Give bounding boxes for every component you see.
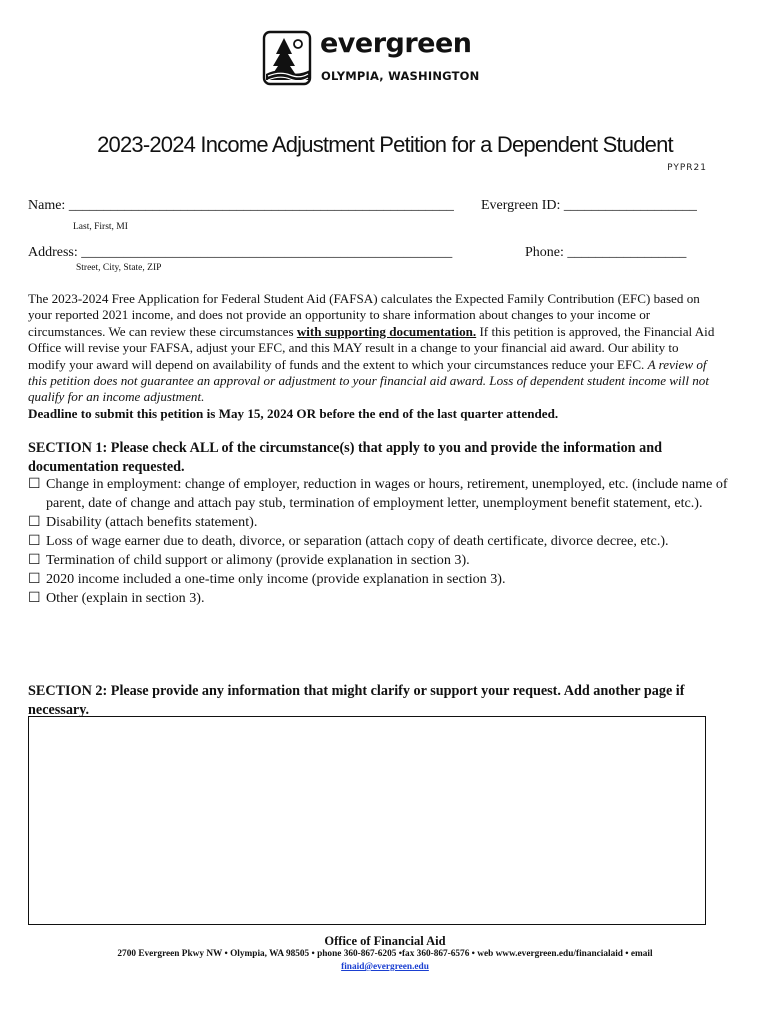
logo-wordmark: evergreen (320, 28, 472, 59)
checkbox[interactable]: ☐ (28, 476, 41, 492)
checklist-item-label: Change in employment: change of employer, reduction in wages or hours, retirement, unemployed, etc. (include name of parent, date of change and attach pay stub, termination of employment letter, unemployment benefit statement, etc.). (46, 476, 728, 511)
checkbox[interactable]: ☐ (28, 590, 41, 606)
circumstance-checklist (28, 475, 728, 608)
form-title: 2023-2024 Income Adjustment Petition for a Dependent Student (97, 132, 673, 157)
footer-contact: 2700 Evergreen Pkwy NW • Olympia, WA 98505 • phone 360-867-6205 •fax 360-867-6576 • web www.evergreen.edu/financialaid • email (117, 949, 653, 959)
intro-text-continued: If this petition is approved, the Financial Aid Office will revise your FAFSA, adjust your EFC, and this MAY result in a change to your financial aid award. Our ability to modify your award will depend on availability of funds and the extent to which your circumstances reduce your EFC. (28, 323, 715, 372)
section-1-heading: SECTION 1: Please check ALL of the circumstance(s) that apply to you and provide the information and documentation requested. (28, 440, 662, 475)
checklist-item[interactable] (28, 513, 728, 532)
checklist-item-label: 2020 income included a one-time only income (provide explanation in section 3). (46, 571, 506, 587)
checklist-item[interactable] (28, 551, 728, 570)
footer-email-link[interactable]: finaid@evergreen.edu (341, 962, 429, 972)
checklist-item-label: Termination of child support or alimony (provide explanation in section 3). (46, 552, 470, 568)
intro-paragraph (28, 291, 718, 422)
address-hint: Street, City, State, ZIP (76, 263, 162, 273)
phone-field[interactable]: Phone: _________________ (525, 245, 687, 260)
evergreen-tree-icon (262, 30, 314, 86)
form-code: PYPR21 (667, 163, 707, 173)
footer-office: Office of Financial Aid (324, 934, 446, 948)
name-hint: Last, First, MI (73, 222, 128, 232)
checklist-item-label: Other (explain in section 3). (46, 590, 205, 606)
intro-text: The 2023-2024 Free Application for Federal Student Aid (FAFSA) calculates the Expected Family Contribution (EFC) based on your reported 2021 income, and does not provide an opportunity to share information about changes to your income or circumstances. We can review these circumstances (28, 291, 700, 339)
checklist-item[interactable] (28, 475, 728, 513)
section-2-heading: SECTION 2: Please provide any information that might clarify or support your request. Add another page if necessary. (28, 683, 685, 718)
checklist-item[interactable] (28, 570, 728, 589)
checklist-item[interactable] (28, 532, 728, 551)
checklist-item[interactable] (28, 589, 728, 608)
address-field[interactable]: Address: _____________________________________________________ (28, 245, 453, 260)
checklist-item-label: Loss of wage earner due to death, divorce, or separation (attach copy of death certificate, divorce decree, etc.). (46, 533, 669, 549)
deadline-notice: Deadline to submit this petition is May 15, 2024 OR before the end of the last quarter attended. (28, 405, 559, 421)
section-2-text-area[interactable] (28, 716, 706, 925)
checkbox[interactable]: ☐ (28, 571, 41, 587)
evergreen-id-field[interactable]: Evergreen ID: ___________________ (481, 198, 697, 213)
checklist-item-label: Disability (attach benefits statement). (46, 514, 258, 530)
evergreen-logo (262, 30, 482, 90)
logo-location: OLYMPIA, WASHINGTON (321, 69, 480, 83)
checkbox[interactable]: ☐ (28, 514, 41, 530)
checkbox[interactable]: ☐ (28, 552, 41, 568)
intro-disclaimer: A review of this petition does not guarantee an approval or adjustment to your financial aid award. Loss of dependent student income will not qualify for an income adjustment. (28, 356, 709, 405)
name-field[interactable]: Name: _______________________________________________________ (28, 198, 454, 213)
checkbox[interactable]: ☐ (28, 533, 41, 549)
intro-underlined-text: with supporting documentation. (296, 323, 477, 339)
